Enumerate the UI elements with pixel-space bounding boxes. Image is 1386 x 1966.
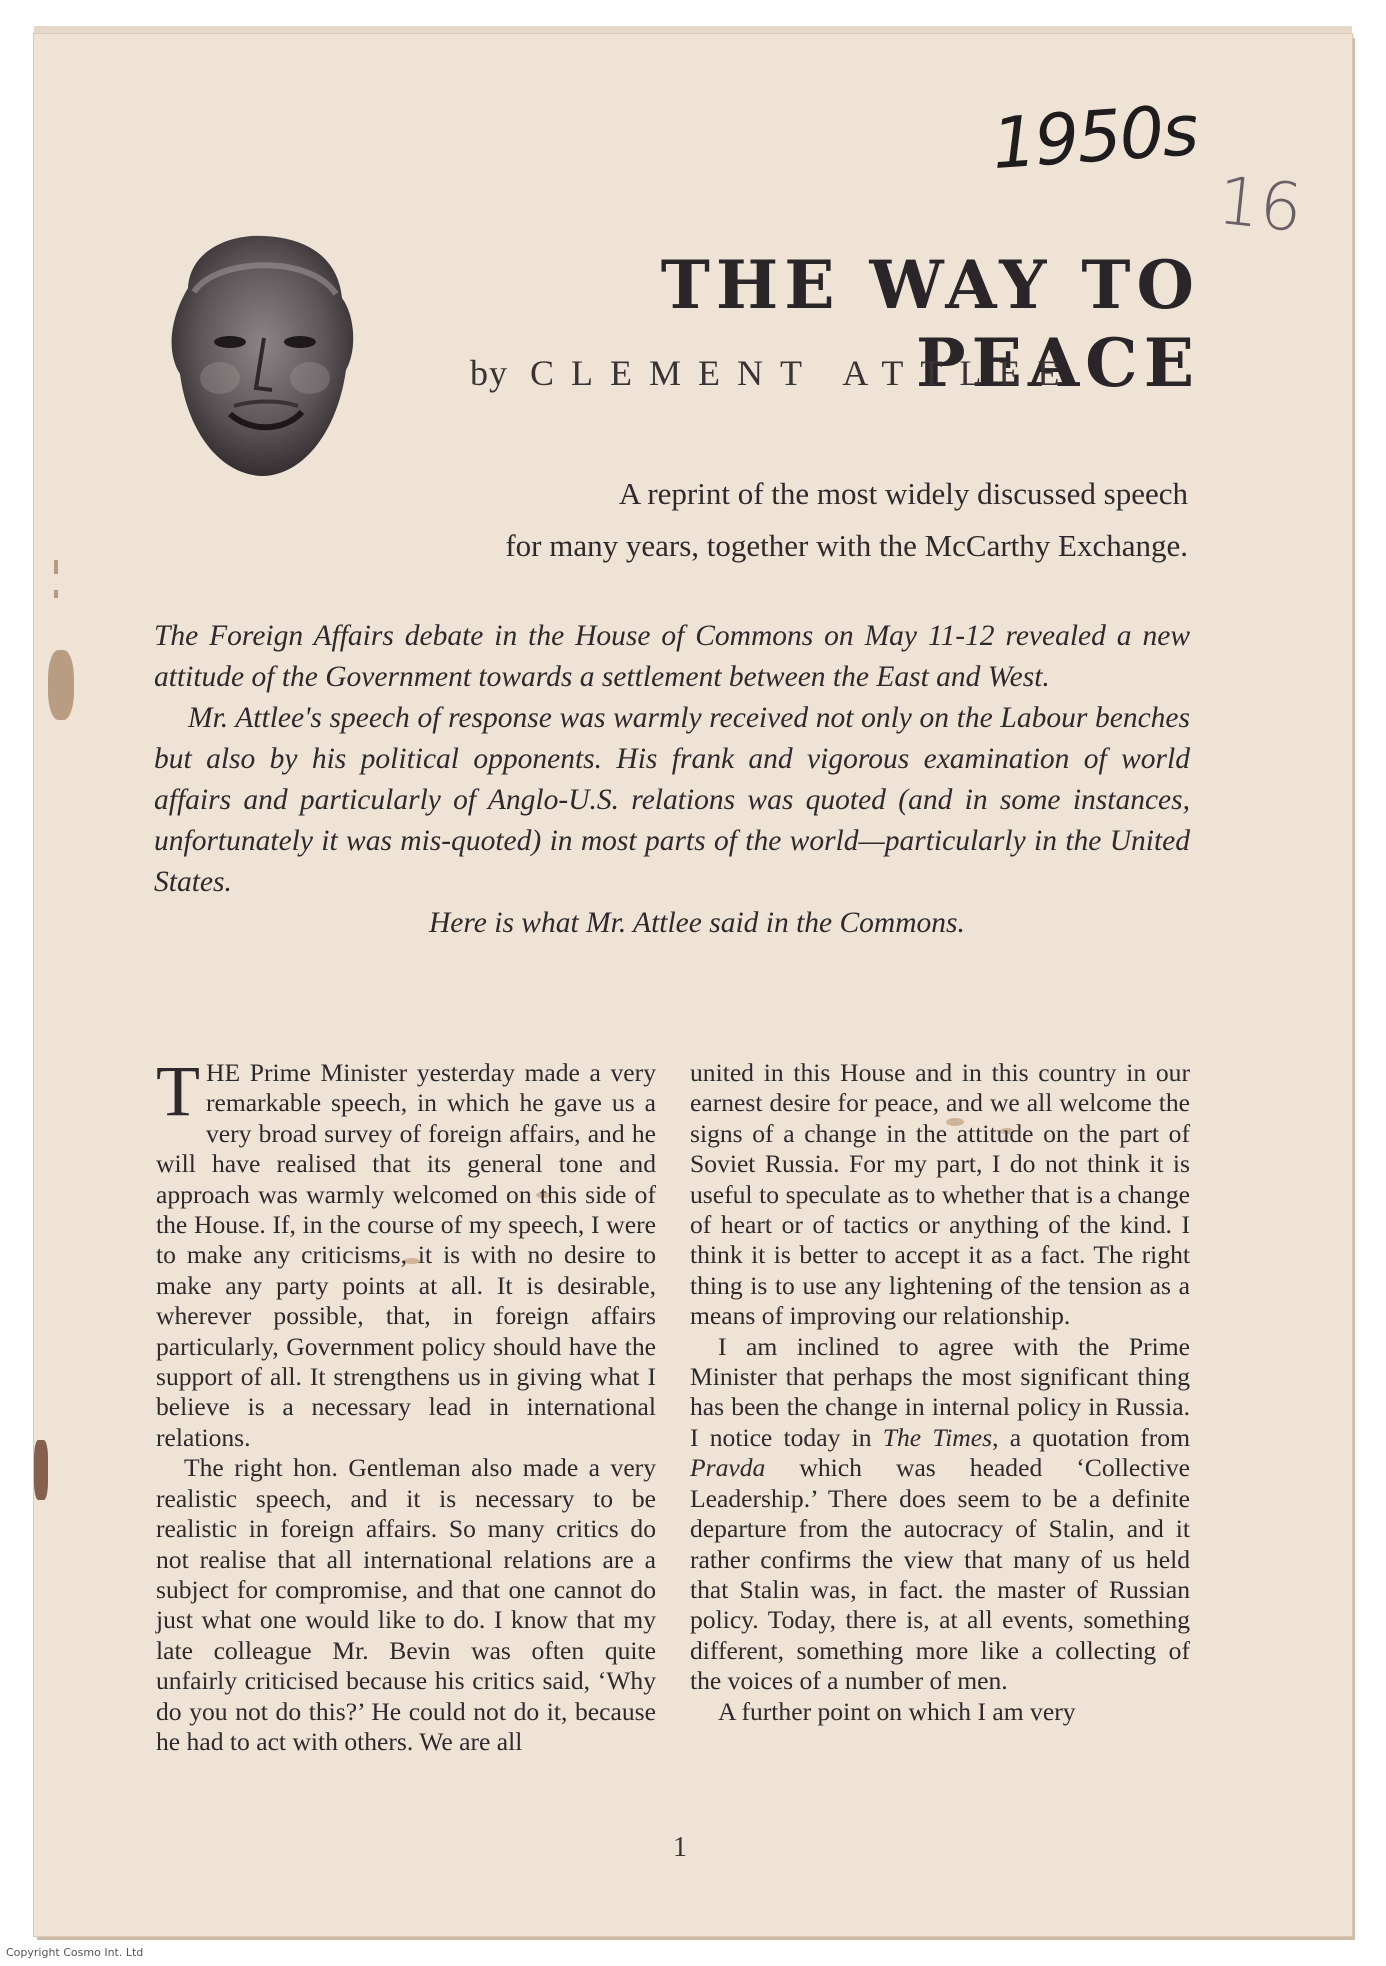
body-paragraph bbox=[690, 1332, 1190, 1697]
body-paragraph-text: HE Prime Minister yesterday made a very remarkable speech, in which he gave us a very broad survey of foreign affairs, and he will have realised that its general tone and approach was warmly welcomed on this side of the House. If, in the course of my speech, I were to make any criticisms, it is with no desire to make any party points at all. It is desirable, wherever possible, that, in foreign affairs particularly, Government policy should have the support of all. It strengthens us in giving what I believe is a necessary lead in international relations. bbox=[156, 1058, 656, 1452]
drop-cap: T bbox=[156, 1051, 200, 1131]
subtitle-line-1: A reprint of the most widely discussed speech bbox=[618, 476, 1188, 511]
handwritten-year-annotation: 1950s bbox=[989, 88, 1200, 186]
body-text: I am inclined to agree with the Prime Minister that perhaps the most significant thing has been the change in internal policy in Russia. I notice today in bbox=[690, 1331, 1190, 1452]
intro-paragraph-3: Here is what Mr. Attlee said in the Commons. bbox=[429, 907, 965, 939]
page-title: THE WAY TO PEACE bbox=[660, 246, 1200, 402]
intro-paragraph-1: The Foreign Affairs debate in the House of Commons on May 11-12 revealed a new attitude of the Government towards a settlement between the East and West. bbox=[154, 620, 1190, 693]
body-paragraph: united in this House and in this country in our earnest desire for peace, and we all welcome the signs of a change in the attitude on the part of Soviet Russia. For my part, I do not think it is useful to speculate as to whether that is a change of heart or of tactics or anything of the kind. I think it is better to accept it as a fact. The right thing is to use any lightening of the tension as a means of improving our relationship. bbox=[690, 1058, 1190, 1331]
handwritten-mark-annotation: 16 bbox=[1214, 161, 1306, 248]
body-paragraph bbox=[156, 1051, 656, 1453]
subtitle-line-2: for many years, together with the McCarthy Exchange. bbox=[505, 528, 1188, 563]
body-column-left bbox=[156, 1051, 656, 1757]
copyright-notice: Copyright Cosmo Int. Ltd bbox=[6, 1946, 144, 1959]
body-paragraph: A further point on which I am very bbox=[718, 1696, 1076, 1726]
byline-by: by bbox=[470, 353, 508, 393]
byline bbox=[470, 352, 1150, 394]
stain-left-edge-lower bbox=[34, 1440, 48, 1500]
staple-mark-top bbox=[54, 560, 58, 574]
author-portrait bbox=[160, 228, 364, 480]
intro-section bbox=[154, 616, 1190, 944]
body-text: , a quotation from bbox=[992, 1422, 1190, 1452]
subtitle bbox=[320, 468, 1188, 572]
body-text: which was headed ‘Collective Leadership.’ There does seem to be a definite departure from the autocracy of Stalin, and it rather confirms the view that many of us held that Stalin was, in fact. the master of Russian policy. Today, there is, at all events, something different, something more like a collecting of the voices of a number of men. bbox=[690, 1453, 1190, 1696]
staple-mark-mid bbox=[54, 590, 58, 598]
intro-paragraph-2: Mr. Attlee's speech of response was warmly received not only on the Labour benches but also by his political opponents. His frank and vigorous examination of world affairs and particularly of Anglo-U.S. relations was quoted (and in some instances, unfortunately it was mis-quoted) in most parts of the world—particularly in the United States. bbox=[154, 702, 1190, 898]
newspaper-title-times: The Times bbox=[882, 1422, 993, 1452]
page-number: 1 bbox=[673, 1832, 687, 1863]
body-paragraph: The right hon. Gentleman also made a very realistic speech, and it is necessary to be realistic in foreign affairs. So many critics do not realise that all international relations are a subject for compromise, and that one cannot do just what one would like to do. I know that my late colleague Mr. Bevin was often quite unfairly criticised because his critics said, ‘Why do you not do this?’ He could not do it, because he had to act with others. We are all bbox=[156, 1453, 656, 1756]
stain-left-edge bbox=[48, 650, 74, 720]
newspaper-title-pravda: Pravda bbox=[690, 1453, 766, 1483]
body-column-right bbox=[690, 1058, 1190, 1727]
author-name: CLEMENT ATTLEE bbox=[530, 353, 1077, 393]
